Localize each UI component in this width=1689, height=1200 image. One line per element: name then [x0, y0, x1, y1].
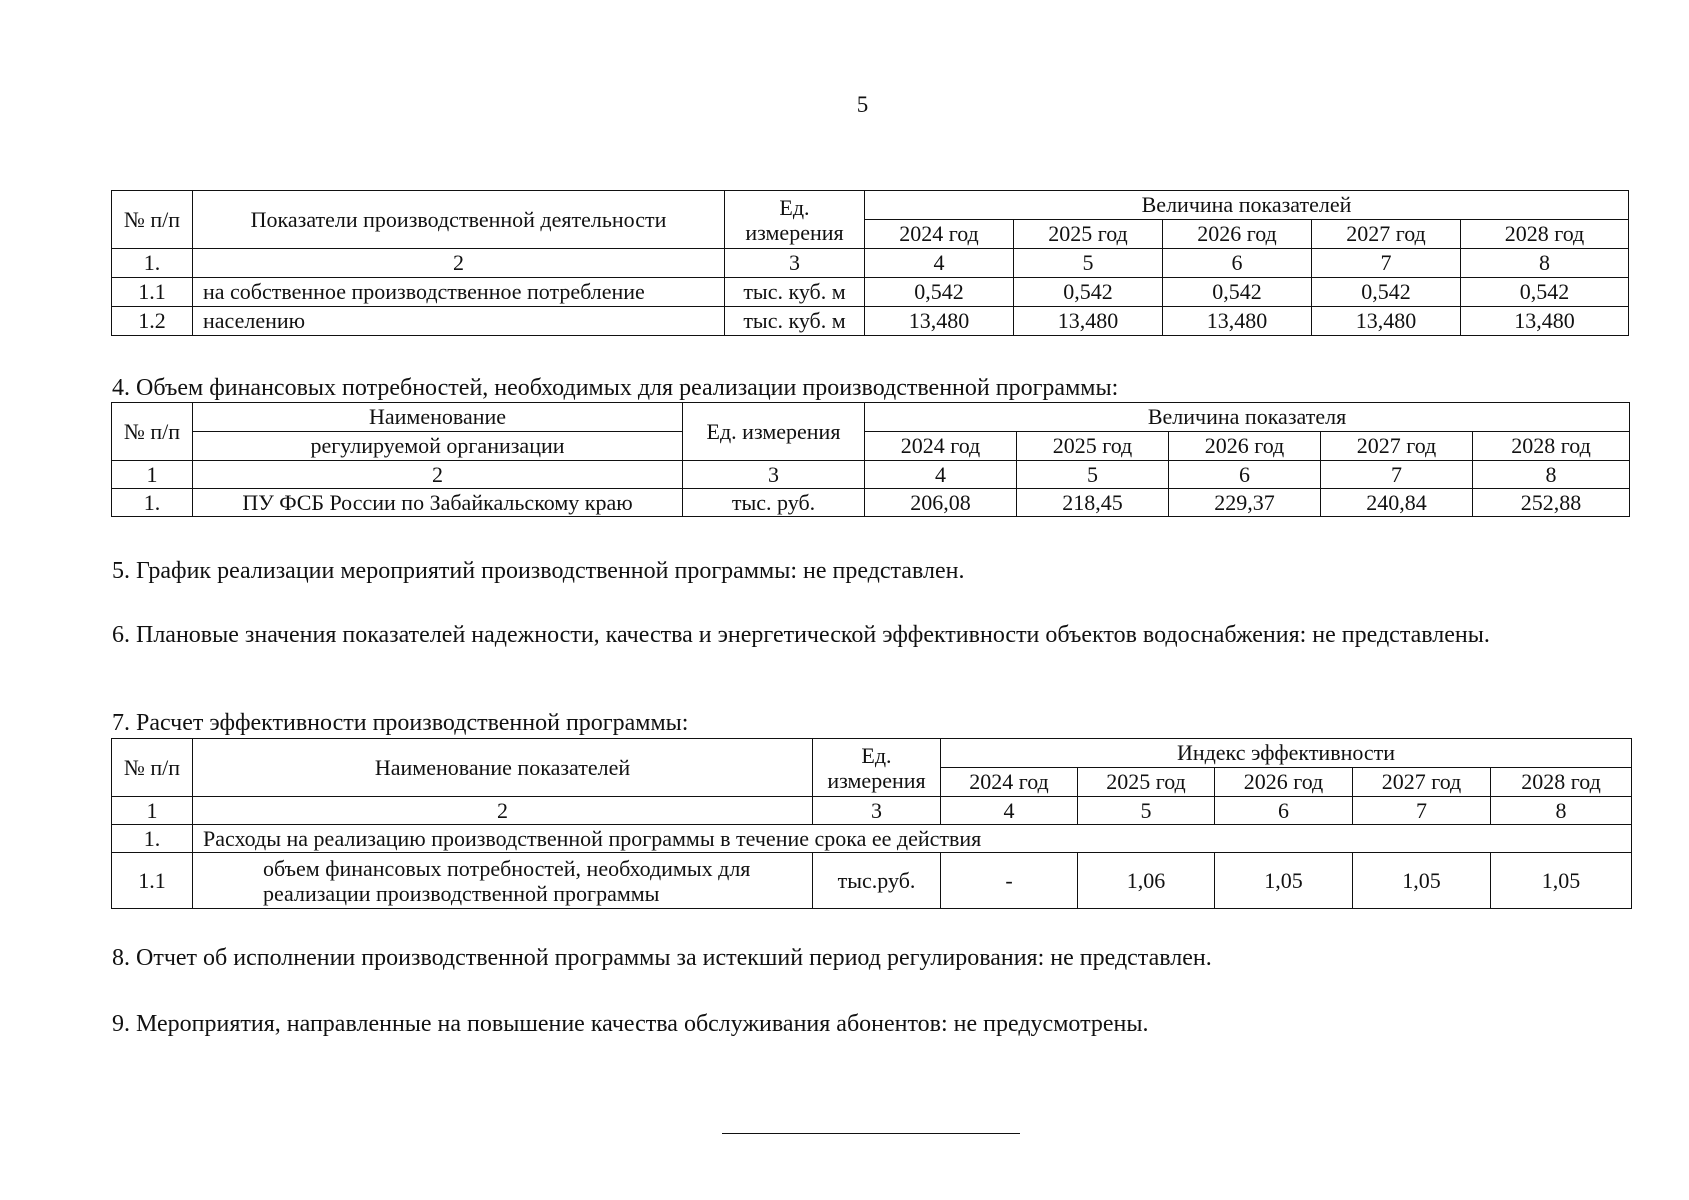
- page-number: 5: [856, 92, 869, 117]
- index-cell: 3: [683, 461, 865, 489]
- index-cell: 7: [1353, 797, 1491, 825]
- header-unit: Ед. измерения: [725, 191, 865, 249]
- index-cell: 7: [1312, 249, 1461, 278]
- header-name-line1: Наименование: [193, 403, 683, 432]
- header-unit: Ед. измерения: [813, 739, 941, 797]
- index-cell: 1: [112, 797, 193, 825]
- footer-divider: [722, 1133, 1020, 1134]
- header-year: 2025 год: [1017, 432, 1169, 461]
- index-cell: 1: [112, 461, 193, 489]
- row-unit: тыс. куб. м: [725, 307, 865, 336]
- row-unit: тыс. куб. м: [725, 278, 865, 307]
- efficiency-table: [111, 738, 1632, 909]
- index-cell: 3: [813, 797, 941, 825]
- table-row: [112, 853, 1632, 909]
- table-row: [112, 307, 1629, 336]
- row-value: 0,542: [1312, 278, 1461, 307]
- header-num: № п/п: [112, 191, 193, 249]
- header-name: Показатели производственной деятельности: [193, 191, 725, 249]
- index-cell: 5: [1014, 249, 1163, 278]
- row-name: ПУ ФСБ России по Забайкальскому краю: [193, 489, 683, 517]
- index-row: [112, 249, 1629, 278]
- row-name: объем финансовых потребностей, необходимых для реализации производственной программы: [193, 853, 813, 909]
- row-value: 0,542: [1014, 278, 1163, 307]
- index-cell: 1.: [112, 249, 193, 278]
- table-row: [112, 489, 1630, 517]
- row-value: 218,45: [1017, 489, 1169, 517]
- header-year: 2024 год: [865, 432, 1017, 461]
- row-unit: тыс.руб.: [813, 853, 941, 909]
- row-unit: тыс. руб.: [683, 489, 865, 517]
- header-unit: Ед. измерения: [683, 403, 865, 461]
- header-year: 2028 год: [1461, 220, 1629, 249]
- header-num: № п/п: [112, 403, 193, 461]
- header-year: 2026 год: [1215, 768, 1353, 797]
- financial-needs-table: [111, 402, 1630, 517]
- section-9-text: 9. Мероприятия, направленные на повышение качества обслуживания абонентов: не предусмотрены.: [112, 1011, 1149, 1037]
- section-row-text: Расходы на реализацию производственной программы в течение срока ее действия: [193, 825, 1632, 853]
- section-5-text: 5. График реализации мероприятий производственной программы: не представлен.: [112, 558, 965, 584]
- header-year: 2027 год: [1321, 432, 1473, 461]
- header-group: Величина показателя: [865, 403, 1630, 432]
- index-cell: 7: [1321, 461, 1473, 489]
- row-value: 206,08: [865, 489, 1017, 517]
- header-group: Индекс эффективности: [941, 739, 1632, 768]
- row-value: 0,542: [1461, 278, 1629, 307]
- row-value: 1,06: [1078, 853, 1215, 909]
- row-value: -: [941, 853, 1078, 909]
- index-cell: 4: [865, 249, 1014, 278]
- index-cell: 2: [193, 797, 813, 825]
- header-num: № п/п: [112, 739, 193, 797]
- section-row: [112, 825, 1632, 853]
- index-cell: 4: [865, 461, 1017, 489]
- index-cell: 2: [193, 461, 683, 489]
- header-year: 2028 год: [1491, 768, 1632, 797]
- index-row: [112, 461, 1630, 489]
- row-name: на собственное производственное потребление: [193, 278, 725, 307]
- row-value: 13,480: [1014, 307, 1163, 336]
- header-year: 2025 год: [1014, 220, 1163, 249]
- section-6-text: 6. Плановые значения показателей надежности, качества и энергетической эффективности объектов водоснабжения: не представлены.: [112, 622, 1490, 648]
- table-row: [112, 278, 1629, 307]
- row-num: 1.1: [112, 853, 193, 909]
- row-num: 1.: [112, 489, 193, 517]
- header-year: 2027 год: [1312, 220, 1461, 249]
- index-cell: 5: [1078, 797, 1215, 825]
- index-cell: 6: [1169, 461, 1321, 489]
- row-value: 229,37: [1169, 489, 1321, 517]
- index-cell: 8: [1461, 249, 1629, 278]
- section-4-title: 4. Объем финансовых потребностей, необходимых для реализации производственной программы:: [112, 375, 1119, 401]
- header-name-line2: регулируемой организации: [193, 432, 683, 461]
- index-cell: 6: [1163, 249, 1312, 278]
- header-group: Величина показателей: [865, 191, 1629, 220]
- row-value: 13,480: [1312, 307, 1461, 336]
- header-year: 2024 год: [941, 768, 1078, 797]
- row-value: 0,542: [1163, 278, 1312, 307]
- row-num: 1.1: [112, 278, 193, 307]
- row-value: 252,88: [1473, 489, 1630, 517]
- row-value: 1,05: [1491, 853, 1632, 909]
- header-year: 2024 год: [865, 220, 1014, 249]
- header-year: 2025 год: [1078, 768, 1215, 797]
- index-cell: 2: [193, 249, 725, 278]
- section-8-text: 8. Отчет об исполнении производственной программы за истекший период регулирования: не представлен.: [112, 945, 1212, 971]
- header-year: 2027 год: [1353, 768, 1491, 797]
- row-name: населению: [193, 307, 725, 336]
- index-cell: 8: [1473, 461, 1630, 489]
- row-value: 13,480: [1461, 307, 1629, 336]
- index-cell: 8: [1491, 797, 1632, 825]
- row-value: 240,84: [1321, 489, 1473, 517]
- index-row: [112, 797, 1632, 825]
- index-cell: 5: [1017, 461, 1169, 489]
- header-year: 2026 год: [1163, 220, 1312, 249]
- row-value: 1,05: [1353, 853, 1491, 909]
- header-year: 2026 год: [1169, 432, 1321, 461]
- index-cell: 4: [941, 797, 1078, 825]
- row-num: 1.2: [112, 307, 193, 336]
- row-value: 13,480: [865, 307, 1014, 336]
- index-cell: 3: [725, 249, 865, 278]
- header-year: 2028 год: [1473, 432, 1630, 461]
- row-num: 1.: [112, 825, 193, 853]
- header-name: Наименование показателей: [193, 739, 813, 797]
- row-value: 13,480: [1163, 307, 1312, 336]
- production-indicators-table: [111, 190, 1629, 336]
- index-cell: 6: [1215, 797, 1353, 825]
- row-value: 1,05: [1215, 853, 1353, 909]
- section-7-title: 7. Расчет эффективности производственной программы:: [112, 710, 689, 736]
- row-value: 0,542: [865, 278, 1014, 307]
